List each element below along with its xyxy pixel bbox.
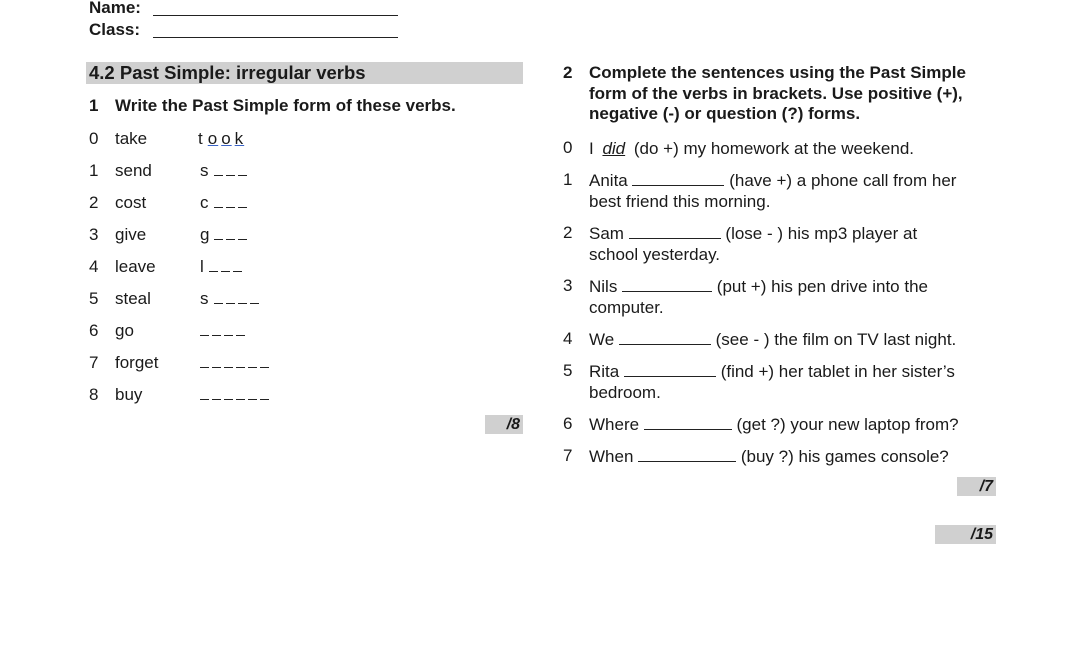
ex2-item-number: 5 [563,361,573,380]
ex2-sentence: Rita (find +) her tablet in her sister’s bedroom. [589,362,955,402]
instruction-line: form of the verbs in brackets. Use positive (+), [589,83,963,103]
section-title: 4.2 Past Simple: irregular verbs [89,62,366,83]
class-field[interactable] [153,37,398,38]
ex2-sentence: Where (get ?) your new laptop from? [589,415,959,434]
ex2-answer-blank[interactable] [644,415,732,430]
ex1-item-verb: send [115,161,152,180]
ex1-item-verb: take [115,129,148,148]
ex2-sentence: I did (do +) my homework at the weekend. [589,139,915,158]
ex1-item-number: 4 [89,257,99,276]
ex1-item-answer[interactable] [198,129,247,149]
first-letter: g [200,225,211,244]
ex2-item-number: 4 [563,329,573,348]
ex2-item-number: 2 [563,223,573,242]
first-letter: s [200,289,210,308]
ex1-item-number: 2 [89,193,99,212]
ex1-item-number: 6 [89,321,99,340]
ex2-answer[interactable]: did [602,139,626,158]
ex1-item-answer[interactable] [200,321,248,341]
answer-letter: o [221,129,232,148]
ex1-item-verb: leave [115,257,156,276]
answer-letter: o [207,129,219,148]
ex1-item-number: 7 [89,353,99,372]
ex1-item-answer[interactable] [200,289,262,309]
ex2-answer-blank[interactable] [632,171,724,186]
ex2-item-number: 7 [563,446,573,465]
ex2-sentence: Anita (have +) a phone call from her best friend this morning. [589,171,957,211]
exercise-1-score: /8 [485,415,523,434]
ex2-item-number: 1 [563,170,573,189]
exercise-2-score: /7 [957,477,996,496]
ex1-item-number: 8 [89,385,99,404]
ex1-item-number: 3 [89,225,99,244]
instruction-line: Complete the sentences using the Past Simple [589,63,966,82]
ex2-answer-blank[interactable] [622,277,712,292]
ex1-item-number: 5 [89,289,99,308]
ex1-item-answer[interactable] [200,161,250,181]
answer-letter: k [234,129,245,148]
ex1-item-answer[interactable] [200,225,250,245]
ex1-item-verb: cost [115,193,147,212]
name-field[interactable] [153,15,398,16]
ex2-sentence: Sam (lose - ) his mp3 player at school yesterday. [589,224,918,264]
ex2-item-number: 3 [563,276,573,295]
ex2-answer-blank[interactable] [619,330,711,345]
ex1-item-answer[interactable] [200,353,272,373]
class-label: Class: [89,20,141,39]
ex2-sentence: When (buy ?) his games console? [589,447,949,466]
ex1-item-answer[interactable] [200,257,245,277]
exercise-2-number: 2 [563,63,573,82]
exercise-1-number: 1 [89,96,99,115]
ex2-answer-blank[interactable] [624,362,716,377]
ex1-item-answer[interactable] [200,385,272,405]
ex2-sentence: Nils (put +) his pen drive into the computer. [589,277,928,317]
first-letter: s [200,161,210,180]
ex2-sentence: We (see - ) the film on TV last night. [589,330,957,349]
instruction-line: negative (-) or question (?) forms. [589,104,861,123]
ex1-item-number: 0 [89,129,99,148]
name-label: Name: [89,0,141,17]
exercise-1-instruction: Write the Past Simple form of these verbs. [115,96,456,115]
exercise-2-instruction [589,63,966,125]
first-letter: t [198,129,204,148]
ex1-item-verb: steal [115,289,151,308]
ex2-answer-blank[interactable] [629,224,721,239]
ex1-item-number: 1 [89,161,99,180]
ex1-item-answer[interactable] [200,193,250,213]
first-letter: c [200,193,210,212]
first-letter: l [200,257,205,276]
total-score: /15 [935,525,996,544]
ex1-item-verb: go [115,321,134,340]
ex2-answer-blank[interactable] [638,447,736,462]
ex2-item-number: 0 [563,138,573,157]
ex1-item-verb: forget [115,353,159,372]
ex1-item-verb: give [115,225,147,244]
ex1-item-verb: buy [115,385,143,404]
ex2-item-number: 6 [563,414,573,433]
